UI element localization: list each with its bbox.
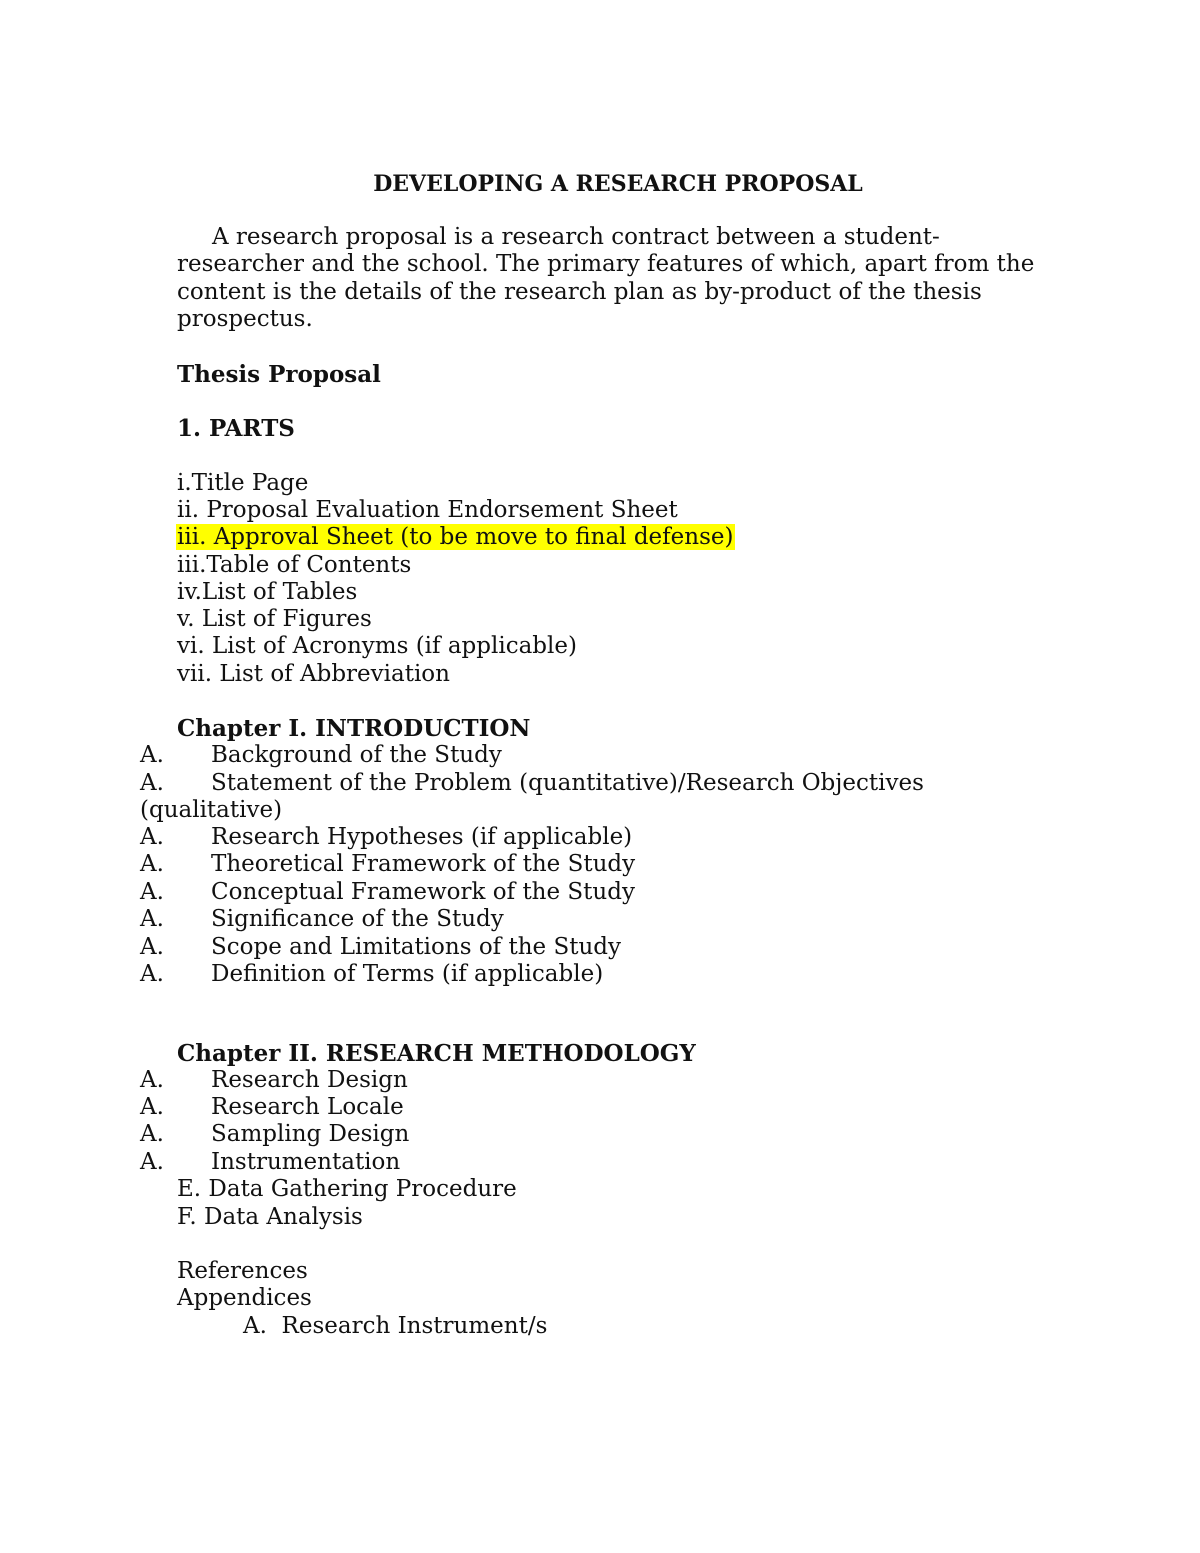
chapter2-item: Research Design: [211, 1067, 408, 1093]
section-heading-thesis-proposal: Thesis Proposal: [177, 361, 381, 388]
appendix-item: A. Research Instrument/s: [243, 1313, 548, 1339]
chapter1-item: Scope and Limitations of the Study: [211, 934, 621, 960]
chapter1-item: Theoretical Framework of the Study: [211, 851, 636, 877]
appendices-heading: Appendices: [177, 1285, 312, 1311]
chapter2-extra-item: F. Data Analysis: [177, 1204, 363, 1230]
document-title: DEVELOPING A RESEARCH PROPOSAL: [373, 171, 863, 197]
chapter1-item-letter: A.: [140, 906, 164, 932]
chapter2-item-letter: A.: [140, 1094, 164, 1120]
chapter2-item: Sampling Design: [211, 1121, 410, 1147]
chapter1-item-letter: A.: [140, 851, 164, 877]
highlight-mark: iii. Approval Sheet (to be move to final defense): [177, 524, 734, 550]
parts-item-highlighted: [176, 526, 735, 549]
chapter1-item-letter: A.: [140, 879, 164, 905]
chapter1-item-letter: A.: [140, 742, 164, 768]
chapter2-item-letter: A.: [140, 1067, 164, 1093]
chapter1-item: Definition of Terms (if applicable): [211, 961, 604, 987]
chapter1-item: Background of the Study: [211, 742, 502, 768]
chapter2-item: Instrumentation: [211, 1149, 401, 1175]
intro-paragraph-line: A research proposal is a research contract between a student-: [212, 224, 940, 250]
parts-item: i.Title Page: [177, 470, 309, 496]
chapter1-item: Significance of the Study: [211, 906, 504, 932]
chapter1-item-letter: A.: [140, 824, 164, 850]
chapter2-item-letter: A.: [140, 1149, 164, 1175]
parts-item: vii. List of Abbreviation: [177, 661, 450, 687]
parts-item: ii. Proposal Evaluation Endorsement Sheet: [177, 497, 678, 523]
intro-paragraph-line: prospectus.: [177, 306, 313, 332]
chapter2-item-letter: A.: [140, 1121, 164, 1147]
chapter1-item-letter: A.: [140, 770, 164, 796]
parts-item: v. List of Figures: [177, 606, 372, 632]
chapter1-item: Research Hypotheses (if applicable): [211, 824, 633, 850]
parts-item: iii.Table of Contents: [177, 552, 412, 578]
chapter2-item: Research Locale: [211, 1094, 404, 1120]
chapter1-item: Statement of the Problem (quantitative)/Research Objectives: [211, 770, 924, 796]
parts-item: iv.List of Tables: [177, 579, 358, 605]
chapter1-heading: Chapter I. INTRODUCTION: [177, 715, 531, 742]
references-heading: References: [177, 1258, 308, 1284]
chapter1-item-letter: A.: [140, 961, 164, 987]
intro-paragraph-line: researcher and the school. The primary features of which, apart from the: [177, 251, 1035, 277]
chapter1-item-continuation: (qualitative): [140, 797, 283, 823]
parts-heading: 1. PARTS: [177, 415, 295, 442]
parts-item: vi. List of Acronyms (if applicable): [177, 633, 577, 659]
chapter1-item-letter: A.: [140, 934, 164, 960]
chapter1-item: Conceptual Framework of the Study: [211, 879, 635, 905]
chapter2-heading: Chapter II. RESEARCH METHODOLOGY: [177, 1040, 696, 1067]
chapter2-extra-item: E. Data Gathering Procedure: [177, 1176, 517, 1202]
intro-paragraph-line: content is the details of the research plan as by-product of the thesis: [177, 279, 982, 305]
